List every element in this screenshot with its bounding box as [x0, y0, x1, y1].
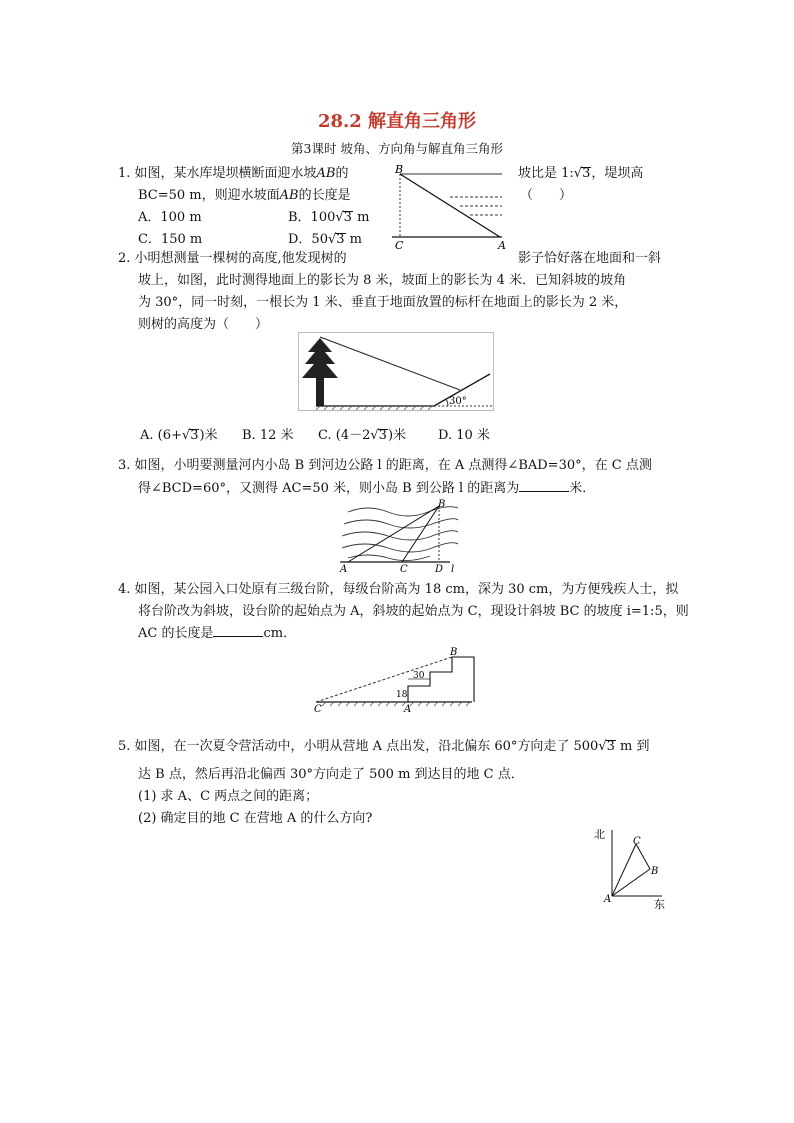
- tree-trunk: [316, 378, 324, 406]
- label-c: C: [400, 564, 408, 574]
- q2-line-1: 2. 小明想测量一棵树的高度,他发现树的: [118, 251, 347, 266]
- q2-option-a: A. (6+√3)米: [140, 428, 218, 443]
- depth-label: 30: [413, 671, 425, 681]
- label-c: C: [395, 239, 404, 250]
- label-b: B: [395, 164, 404, 176]
- q2-option-b: B. 12 米: [242, 428, 294, 443]
- label-b: B: [651, 866, 659, 877]
- sun-ray: [320, 337, 460, 390]
- height-label: 18: [396, 690, 408, 700]
- q4-line-2: 将台阶改为斜坡，设台阶的起始点为 A，斜坡的起始点为 C，现设计斜坡 BC 的坡度 i=1:5，则: [138, 604, 689, 619]
- label-l: l: [451, 564, 455, 574]
- river-waves: [342, 507, 458, 561]
- q5-part-2: (2) 确定目的地 C 在营地 A 的什么方向?: [138, 811, 373, 826]
- page-subtitle: 第3课时 坡角、方向角与解直角三角形: [291, 141, 503, 156]
- q2-line-3: 为 30°，同一时刻，一根长为 1 米、垂直于地面放置的标杆在地面上的影长为 2 米，: [138, 295, 628, 310]
- q1-dam-figure: [392, 164, 512, 250]
- q5-line-2: 达 B 点，然后再沿北偏西 30°方向走了 500 m 到达目的地 C 点．: [138, 767, 524, 782]
- q1-option-d: D．50√3 m: [288, 232, 363, 247]
- east-label: 东: [654, 898, 665, 911]
- q2-line-4: 则树的高度为（ ）: [138, 317, 269, 332]
- label-a: A: [404, 704, 412, 713]
- q2-tree-figure: [298, 332, 494, 412]
- label-a: A: [604, 894, 612, 905]
- q5-part-1: (1) 求 A、C 两点之间的距离；: [138, 789, 319, 804]
- q1-line-1: 1. 如图，某水库堤坝横断面迎水坡AB的: [118, 166, 349, 181]
- q1-line-2: BC=50 m，则迎水坡面AB的长度是: [138, 188, 351, 203]
- q3-line-1: 3. 如图，小明要测量河内小岛 B 到河边公路 l 的距离，在 A 点测得∠BAD=30°，在 C 点测: [118, 458, 652, 473]
- q5-line-1: 5. 如图，在一次夏令营活动中，小明从营地 A 点出发，沿北偏东 60°方向走了 500√3 m 到: [118, 739, 650, 754]
- label-d: D: [435, 564, 444, 574]
- q2-option-d: D. 10 米: [438, 428, 490, 443]
- label-b: B: [450, 647, 458, 658]
- segment-bc: [636, 844, 650, 869]
- q5-direction-figure: [590, 824, 682, 912]
- q1-option-b: B．100√3 m: [288, 210, 370, 225]
- label-c: C: [633, 836, 641, 847]
- q4-line-1: 4. 如图，某公园入口处原有三级台阶，每级台阶高为 18 cm，深为 30 cm，为方便残疾人士，拟: [118, 582, 679, 597]
- answer-blank: [213, 624, 263, 637]
- q4-steps-figure: [312, 645, 484, 713]
- label-a: A: [498, 239, 506, 250]
- angle-label: 30°: [449, 396, 467, 407]
- q4-line-3: AC 的长度是 cm．: [138, 626, 297, 641]
- q1-option-a: A．100 m: [138, 210, 202, 225]
- slope-bc: [316, 657, 452, 702]
- q2-option-c: C. (4－2√3)米: [318, 428, 407, 443]
- line-ab: [348, 506, 439, 562]
- page-title: 28.2 解直角三角形: [317, 111, 477, 132]
- q1-option-c: C．150 m: [138, 232, 203, 247]
- tree-crown-bottom: [302, 357, 338, 378]
- angle-arc: [446, 399, 448, 406]
- q1-line-1-right: 坡比是 1:√3，堤坝高: [518, 166, 644, 181]
- answer-blank: [519, 479, 569, 492]
- q1-answer-bracket: （ ）: [520, 188, 573, 203]
- label-b: B: [438, 499, 446, 510]
- label-a: A: [340, 564, 348, 574]
- q3-line-2: 得∠BCD=60°，又测得 AC=50 米，则小岛 B 到公路 l 的距离为 米．: [138, 481, 596, 496]
- segment-ac: [612, 844, 636, 896]
- label-c: C: [314, 704, 322, 713]
- q3-river-figure: [338, 498, 462, 574]
- q2-line-1-right: 影子恰好落在地面和一斜: [518, 251, 662, 266]
- q2-line-2: 坡上，如图，此时测得地面上的影长为 8 米，坡面上的影长为 4 米．已知斜坡的坡角: [138, 273, 627, 288]
- north-label: 北: [594, 828, 605, 841]
